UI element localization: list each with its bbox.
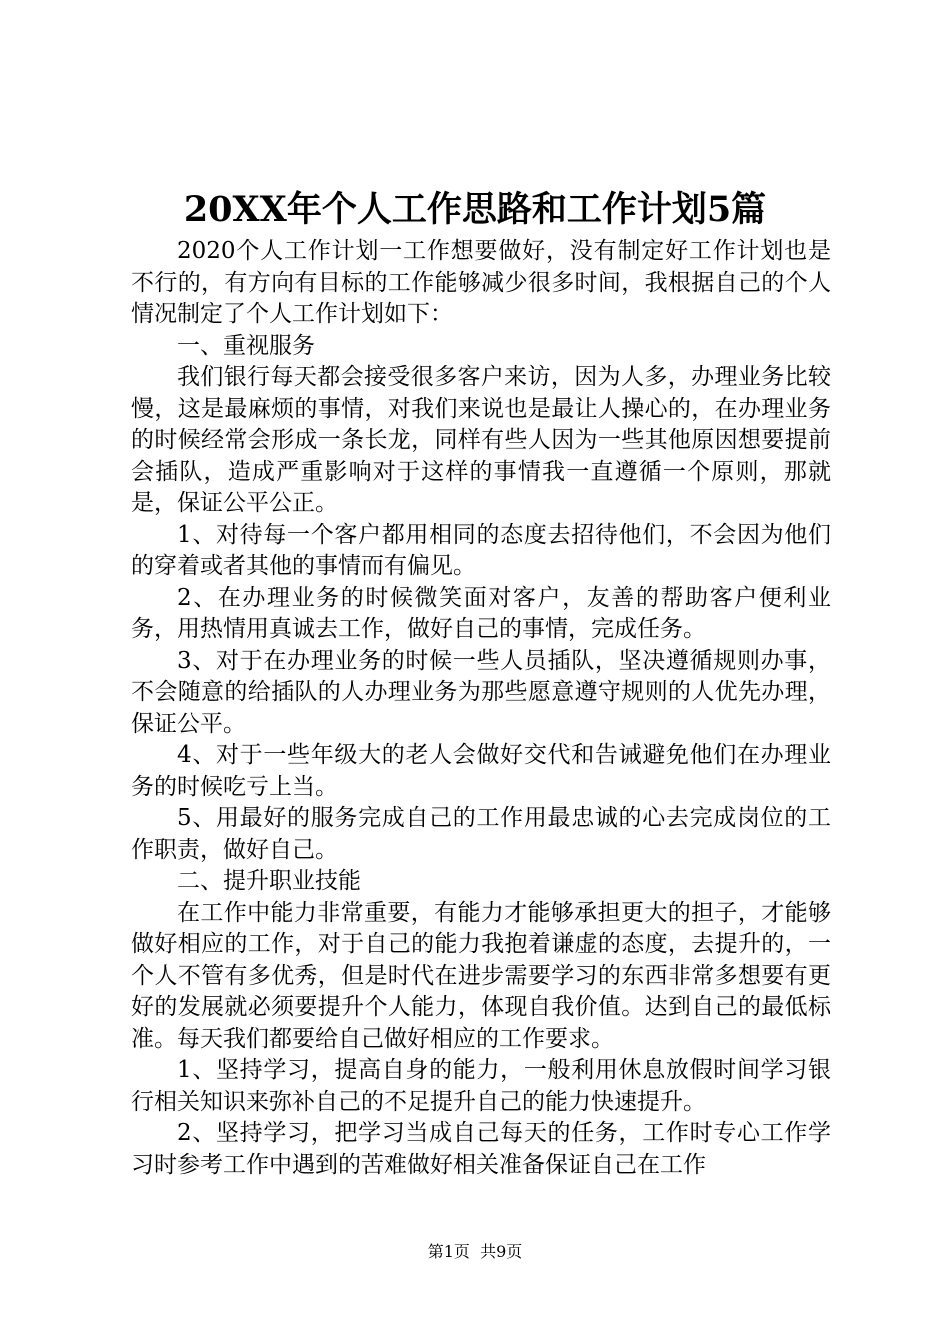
list-item: 3、对于在办理业务的时候一些人员插队，坚决遵循规则办事，不会随意的给插队的人办理业务为那些愿意遵守规则的人优先办理，保证公平。	[131, 647, 831, 737]
paragraph: 在工作中能力非常重要，有能力才能够承担更大的担子，才能够做好相应的工作，对于自己的能力我抱着谦虚的态度，去提升的，一个人不管有多优秀，但是时代在进步需要学习的东西非常多想要有更好的发展就必须要提升个人能力，体现自我价值。达到自己的最低标准。每天我们都要给自己做好相应的工作要求。	[131, 899, 831, 1052]
list-item: 2、坚持学习，把学习当成自己每天的任务，工作时专心工作学习时参考工作中遇到的苦难做好相关准备保证自己在工作	[131, 1120, 831, 1178]
section-heading: 一、重视服务	[177, 332, 315, 359]
section-heading: 二、提升职业技能	[177, 868, 361, 894]
page-total: 共9页	[480, 1242, 523, 1261]
list-item: 1、对待每一个客户都用相同的态度去招待他们，不会因为他们的穿着或者其他的事情而有偏见。	[131, 521, 831, 579]
paragraph: 我们银行每天都会接受很多客户来访，因为人多，办理业务比较慢，这是最麻烦的事情，对我们来说也是最让人操心的，在办理业务的时候经常会形成一条长龙，同样有些人因为一些其他原因想要提前会插队，造成严重影响对于这样的事情我一直遵循一个原则，那就是，保证公平公正。	[131, 364, 831, 516]
list-item: 2、在办理业务的时候微笑面对客户，友善的帮助客户便利业务，用热情用真诚去工作，做好自己的事情，完成任务。	[131, 584, 831, 642]
paragraph: 2020个人工作计划一工作想要做好，没有制定好工作计划也是不行的，有方向有目标的工作能够减少很多时间，我根据自己的个人情况制定了个人工作计划如下：	[131, 238, 831, 327]
list-item: 4、对于一些年级大的老人会做好交代和告诫避免他们在办理业务的时候吃亏上当。	[131, 742, 831, 800]
document-body	[131, 236, 831, 1181]
list-item: 5、用最好的服务完成自己的工作用最忠诚的心去完成岗位的工作职责，做好自己。	[131, 805, 831, 863]
list-item: 1、坚持学习，提高自身的能力，一般利用休息放假时间学习银行相关知识来弥补自己的不足提升自己的能力快速提升。	[131, 1057, 831, 1115]
page-footer	[0, 1240, 950, 1264]
page-number: 第1页	[427, 1242, 470, 1261]
document-title: 20XX年个人工作思路和工作计划5篇	[183, 189, 767, 230]
